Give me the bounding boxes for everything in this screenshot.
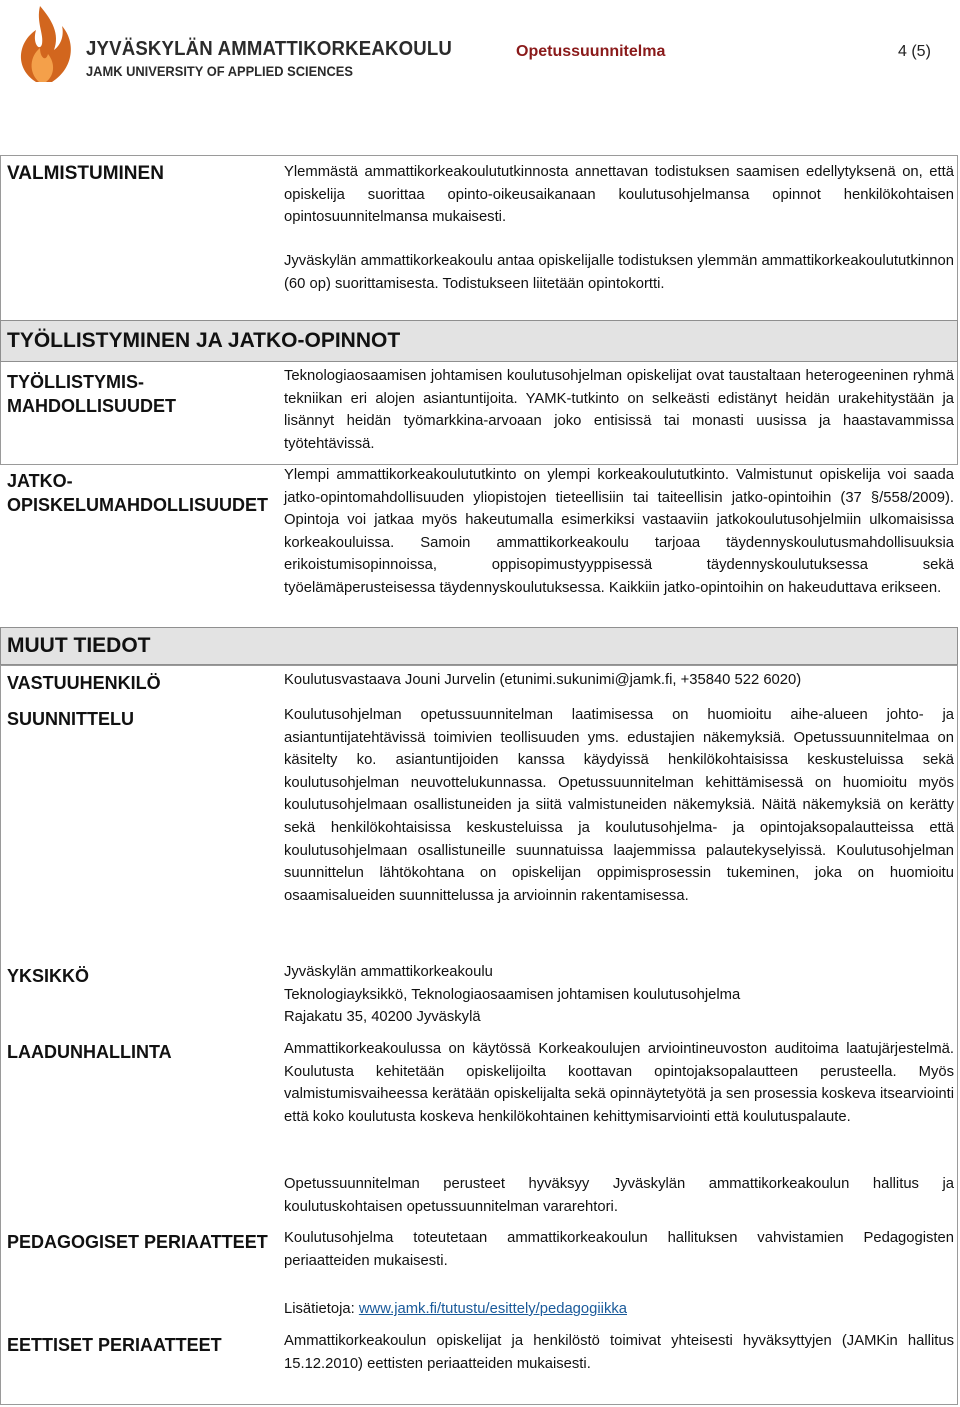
eettiset-periaatteet-label: EETTISET PERIAATTEET	[7, 1335, 222, 1355]
lisatietoja-line	[284, 1298, 954, 1321]
pedagogiset-periaatteet-label: PEDAGOGISET PERIAATTEET	[7, 1232, 268, 1252]
vastuuhenkilo-label: VASTUUHENKILÖ	[7, 673, 161, 693]
yksikko-label: YKSIKKÖ	[7, 966, 90, 986]
logo-text-secondary: JAMK UNIVERSITY OF APPLIED SCIENCES	[86, 63, 353, 79]
tyollistymismahdollisuudet-text: Teknologiaosaamisen johtamisen koulutusohjelman opiskelijat ovat taustaltaan heterogeeninen ryhmä tekniikan eri alojen asiantuntijoita. YAMK-tutkinto on selkeästi edistänyt heidän urakehitystään ja lisännyt heidän työmarkkina-arvoaan joko entisissä tai monasti uusissa ja haastavammissa työtehtävissä.	[284, 368, 954, 452]
page-number: 4 (5)	[898, 43, 931, 60]
document-title: Opetussuunnitelma	[516, 43, 666, 60]
jatko-opiskelumahdollisuudet-label: JATKO- OPISKELUMAHDOLLISUUDET	[7, 471, 268, 515]
page-header	[0, 0, 960, 100]
laadunhallinta-text-2: Opetussuunnitelman perusteet hyväksyy Jyväskylän ammattikorkeakoulun hallitus ja koulutuskohtaisen opetussuunnitelman vararehtori.	[284, 1176, 954, 1215]
laadunhallinta-label: LAADUNHALLINTA	[7, 1042, 172, 1062]
vastuuhenkilo-text: Koulutusvastaava Jouni Jurvelin (etunimi.sukunimi@jamk.fi, +35840 522 6020)	[284, 672, 802, 688]
valmistuminen-label: VALMISTUMINEN	[7, 163, 164, 184]
laadunhallinta-text-1: Ammattikorkeakoulussa on käytössä Korkeakoulujen arviointineuvoston auditoima laatujärjestelmä. Koulutusta kehitetään opiskelijoilta koottavan opintojaksopalautteen perusteella. Myös valmistumisvaiheessa kerätään opiskelijalta sekä opinnäytetyötä ja sen prosessia koskeva itsearviointi että koko koulutusta koskeva henkilökohtainen kehittymisarviointi että koulutuspalaute.	[284, 1041, 954, 1125]
jamk-logo	[6, 4, 453, 84]
lisatietoja-label: Lisätietoja:	[284, 1301, 359, 1317]
eettiset-periaatteet-text: Ammattikorkeakoulun opiskelijat ja henkilöstö toimivat yhteisesti hyväksyttyjen (JAMKin hallitus 15.12.2010) eettisten periaatteiden mukaisesti.	[284, 1333, 954, 1372]
valmistuminen-text-1: Ylemmästä ammattikorkeakoulututkinnosta annettavan todistuksen saamisen edellytyksenä on, että opiskelija suorittaa opinto-oikeusaikanaan koulutusohjelmansa opinnot henkilökohtaisen opintosuunnitelmansa mukaisesti.	[284, 164, 954, 226]
pedagogiset-periaatteet-text: Koulutusohjelma toteutetaan ammattikorkeakoulun hallituksen vahvistamien Pedagogisten periaatteiden mukaisesti.	[284, 1230, 954, 1269]
suunnittelu-label: SUUNNITTELU	[7, 709, 134, 729]
suunnittelu-text: Koulutusohjelman opetussuunnitelman laatimisessa on huomioitu aihe-alueen johto- ja asiantuntijatehtävissä toimivien teollisuuden yms. edustajien näkemyksiä. Opetussuunnitelmaa on käsitelty ko. asiantuntijoiden kanssa käydyissä henkilökohtaisissa keskusteluissa sekä koulutusohjelman neuvottelukunnassa. Opetussuunnitelman kehittämisessä on huomioitu myös koulutusohjelmaan osallistuneiden ja siitä valmistuneiden näkemyksiä. Näitä näkemyksiä on kerätty sekä henkilökohtaisissa keskusteluissa ja koulutusohjelma- ja opintojaksopalautteissa että koulutusohjelmaan osallistuneille suunnatuissa laajemmissa palautekyselyissä. Koulutusohjelman suunnittelun lähtökohtana on opiskelijan oppimisprosessin tukeminen, joka on huomioitu osaamisalueiden suunnittelussa ja arvioinnin rakentamisessa.	[284, 707, 954, 904]
pedagogiikka-link[interactable]: www.jamk.fi/tutustu/esittely/pedagogiikka	[358, 1301, 627, 1317]
tyollistymismahdollisuudet-label: TYÖLLISTYMIS- MAHDOLLISUUDET	[7, 372, 176, 416]
valmistuminen-text-2: Jyväskylän ammattikorkeakoulu antaa opiskelijalle todistuksen ylemmän ammattikorkeakoulututkinnon (60 op) suorittamisesta. Todistukseen liitetään opintokortti.	[284, 253, 954, 292]
jatko-opiskelumahdollisuudet-text: Ylempi ammattikorkeakoulututkinto on ylempi korkeakoulututkinto. Valmistunut opiskelija voi saada jatko-opintomahdollisuuden yliopistojen tieteellisiin tai taiteellisin jatko-opintoihin (37 §/558/2009). Opintoja voi jatkaa myös hakeutumalla esimerkiksi vastaaviin jatkokoulutusohjelmiin ulkomaisissa korkeakouluissa. Samoin ammattikorkeakoulu tarjoaa täydennyskoulutusmahdollisuuksia erikoistumisopinnoissa, oppisopimustyyppisessä täydennyskoulutuksessa sekä työelämäperusteisessa täydennyskoulutuksessa. Kaikkiin jatko-opintoihin on hakeuduttava erikseen.	[284, 467, 954, 596]
muut-tiedot-section-title: MUUT TIEDOT	[7, 634, 151, 657]
flame-logo-icon	[6, 4, 84, 84]
tyollistyminen-section-title: TYÖLLISTYMINEN JA JATKO-OPINNOT	[7, 329, 401, 352]
logo-text-primary: JYVÄSKYLÄN AMMATTIKORKEAKOULU	[86, 38, 453, 60]
yksikko-text: Jyväskylän ammattikorkeakoulu Teknologiayksikkö, Teknologiaosaamisen johtamisen koulutusohjelma Rajakatu 35, 40200 Jyväskylä	[284, 964, 741, 1026]
